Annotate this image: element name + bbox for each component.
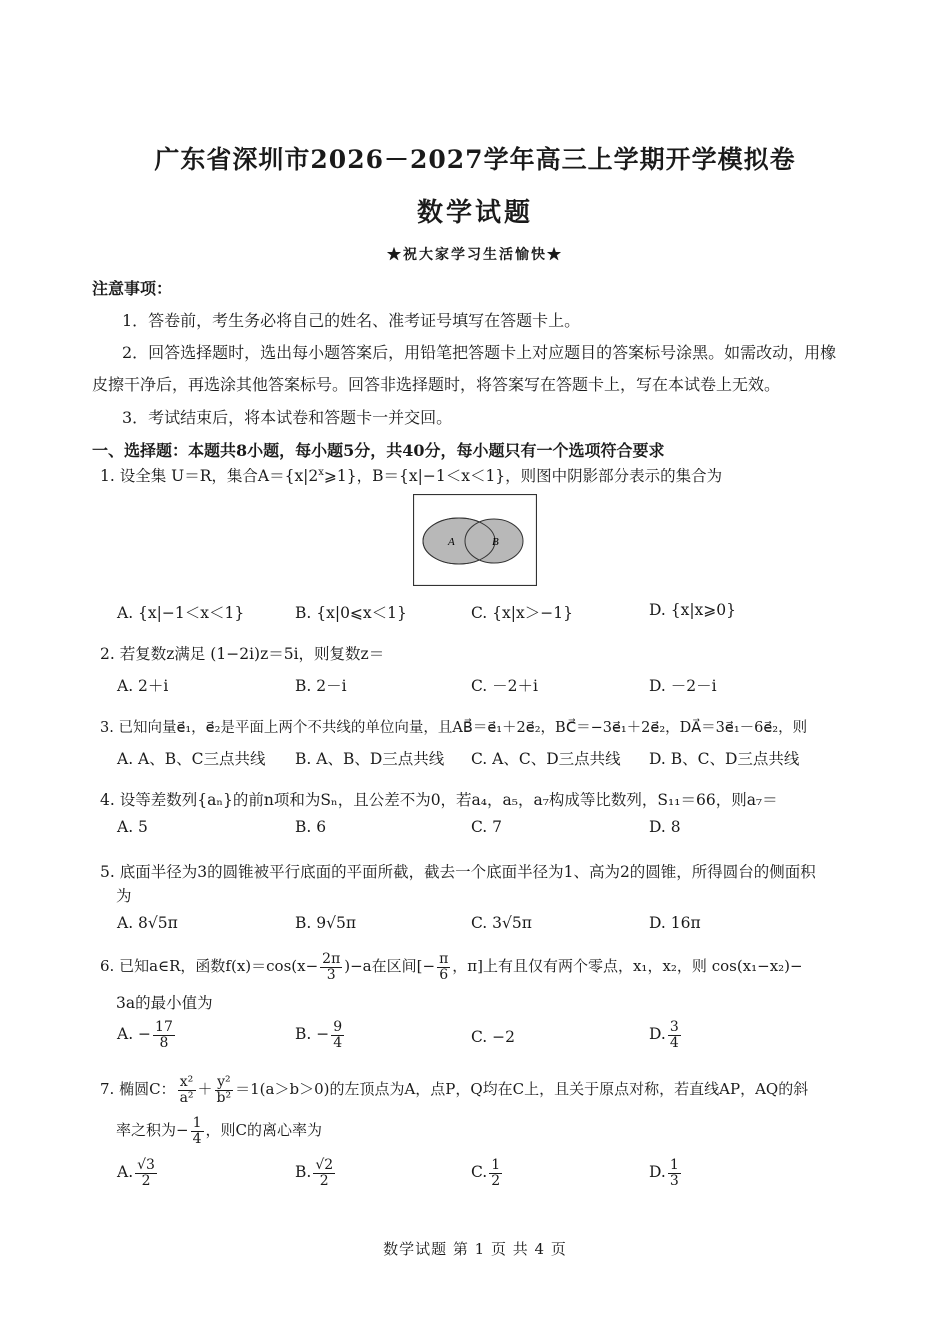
q4-option-d: D. 8 [649,818,681,836]
notice-item-2-line-1: 2．回答选择题时，选出每小题答案后，用铅笔把答题卡上对应题目的答案标号涂黑。如需改动，用橡 [122,343,837,362]
q6-prefix: 6. 已知a∈R，函数f(x)＝cos(x− [100,957,319,976]
q6-option-d: D. $\frac{3}{4}$ [649,1019,679,1051]
q7-fraction-slope: $\frac{1}{4}$ [192,1115,202,1147]
section-1-heading: 一、选择题：本题共8小题，每小题5分，共40分，每小题只有一个选项符合要求 [92,441,665,460]
q5-option-b: B. 9√5π [295,914,357,932]
q1-option-d: D. {x|x⩾0} [649,601,737,619]
q1-set-a: U＝R，集合A＝{x|2 [171,467,319,485]
question-6-stem-line-2: 3a的最小值为 [116,994,213,1012]
exam-subtitle: 数学试题 [416,198,533,228]
question-4-stem: 4. 设等差数列{aₙ}的前n项和为Sₙ，且公差不为0，若a₄，a₅，a₇构成等比数列，S₁₁＝66，则a₇＝ [100,791,778,809]
q2-option-d: D. －2－i [649,677,717,695]
q6-option-b: B. − $\frac{9}{4}$ [295,1019,343,1051]
q5-option-a: A. 8√5π [117,914,178,932]
q7-option-c: C. $\frac{1}{2}$ [471,1157,501,1189]
q1-option-b: B. {x|0⩽x＜1} [295,604,407,622]
question-3-stem: 3. 已知向量e⃗₁，e⃗₂是平面上两个不共线的单位向量，且AB⃗＝e⃗₁＋2e⃗₂，BC⃗＝−3e⃗₁＋2e⃗₂，DA⃗＝3e⃗₁－6e⃗₂，则 [100,720,808,736]
exam-title: 广东省深圳市2026－2027学年高三上学期开学模拟卷 [154,145,796,174]
q7-option-d: D. $\frac{1}{3}$ [649,1157,679,1189]
question-7-stem-line-2: 率之积为− $\frac{1}{4}$ ，则C的离心率为 [116,1115,322,1147]
question-5-stem-line-1: 5. 底面半径为3的圆锥被平行底面的平面所截，截去一个底面半径为1、高为2的圆锥，所得圆台的侧面积 [100,863,816,881]
q6-option-c: C. −2 [471,1028,516,1046]
q6-option-a: A. − $\frac{17}{8}$ [117,1019,173,1051]
q3-option-b: B. A、B、D三点共线 [295,750,445,768]
q3-option-d: D. B、C、D三点共线 [649,750,800,768]
q1-prefix: 1. 设全集 [100,467,167,485]
q1-option-a: A. {x|−1＜x＜1} [117,604,245,622]
q7-option-a: A. $\frac{√3}{2}$ [117,1157,155,1189]
q2-option-c: C. －2＋i [471,677,538,695]
q7-option-b: B. $\frac{√2}{2}$ [295,1157,334,1189]
q6-middle: )−a在区间[− [344,957,436,976]
motto: ★祝大家学习生活愉快★ [387,247,563,263]
q6-post: ，π]上有且仅有两个零点，x₁，x₂，则 cos(x₁−x₂)− [452,957,803,976]
q4-option-c: C. 7 [471,818,503,836]
q7-prefix: 7. 椭圆C： [100,1080,176,1099]
venn-diagram [413,494,537,586]
q2-option-b: B. 2－i [295,677,347,695]
page-footer: 数学试题 第 1 页 共 4 页 [383,1240,567,1258]
q7-fraction-x: $\frac{\text{x²}}{\text{a²}}$ [179,1074,194,1106]
q5-option-c: C. 3√5π [471,914,532,932]
question-5-stem-line-2: 为 [116,887,132,905]
q1-rest: ⩾1}，B＝{x|−1＜x＜1}，则图中阴影部分表示的集合为 [323,467,723,485]
notice-item-3: 3．考试结束后，将本试卷和答题卡一并交回。 [122,408,453,427]
notice-item-2-line-2: 皮擦干净后，再选涂其他答案标号。回答非选择题时，将答案写在答题卡上，写在本试卷上无效。 [92,375,781,394]
question-2-stem: 2. 若复数z满足 (1−2i)z＝5i，则复数z＝ [100,645,385,663]
set-a-label: A [448,536,455,548]
q1-option-c: C. {x|x＞−1} [471,604,573,622]
set-b-label: B [492,536,499,548]
q6-fraction-2: $\frac{\pi}{6}$ [439,951,449,983]
q7-post: ＝1(a＞b＞0)的左顶点为A，点P，Q均在C上，且关于原点对称，若直线AP，AQ的斜 [235,1080,809,1099]
question-7-stem-line-1: 7. 椭圆C： $\frac{\text{x²}}{\text{a²}}$ ＋ $\frac{\text{y²}}{\text{b²}}$ ＝1(a＞b＞0)的左顶点为A，点P，Q均在C上，且关于原点对称，若直线AP，AQ的斜 [100,1074,809,1106]
notice-item-1: 1．答卷前，考生务必将自己的姓名、准考证号填写在答题卡上。 [122,311,581,330]
q1-exponent: x [318,466,324,478]
q2-option-a: A. 2＋i [117,677,169,695]
question-1-stem [100,464,722,486]
notice-heading: 注意事项： [92,279,173,298]
q3-option-a: A. A、B、C三点共线 [117,750,266,768]
q5-option-d: D. 16π [649,914,701,932]
q4-option-a: A. 5 [117,818,148,836]
question-6-stem-line-1 [100,952,803,982]
q6-fraction-1: $\frac{2\pi}{3}$ [322,951,341,983]
q4-option-b: B. 6 [295,818,327,836]
q3-option-c: C. A、C、D三点共线 [471,750,621,768]
q7-fraction-y: $\frac{\text{y²}}{\text{b²}}$ [216,1074,232,1106]
